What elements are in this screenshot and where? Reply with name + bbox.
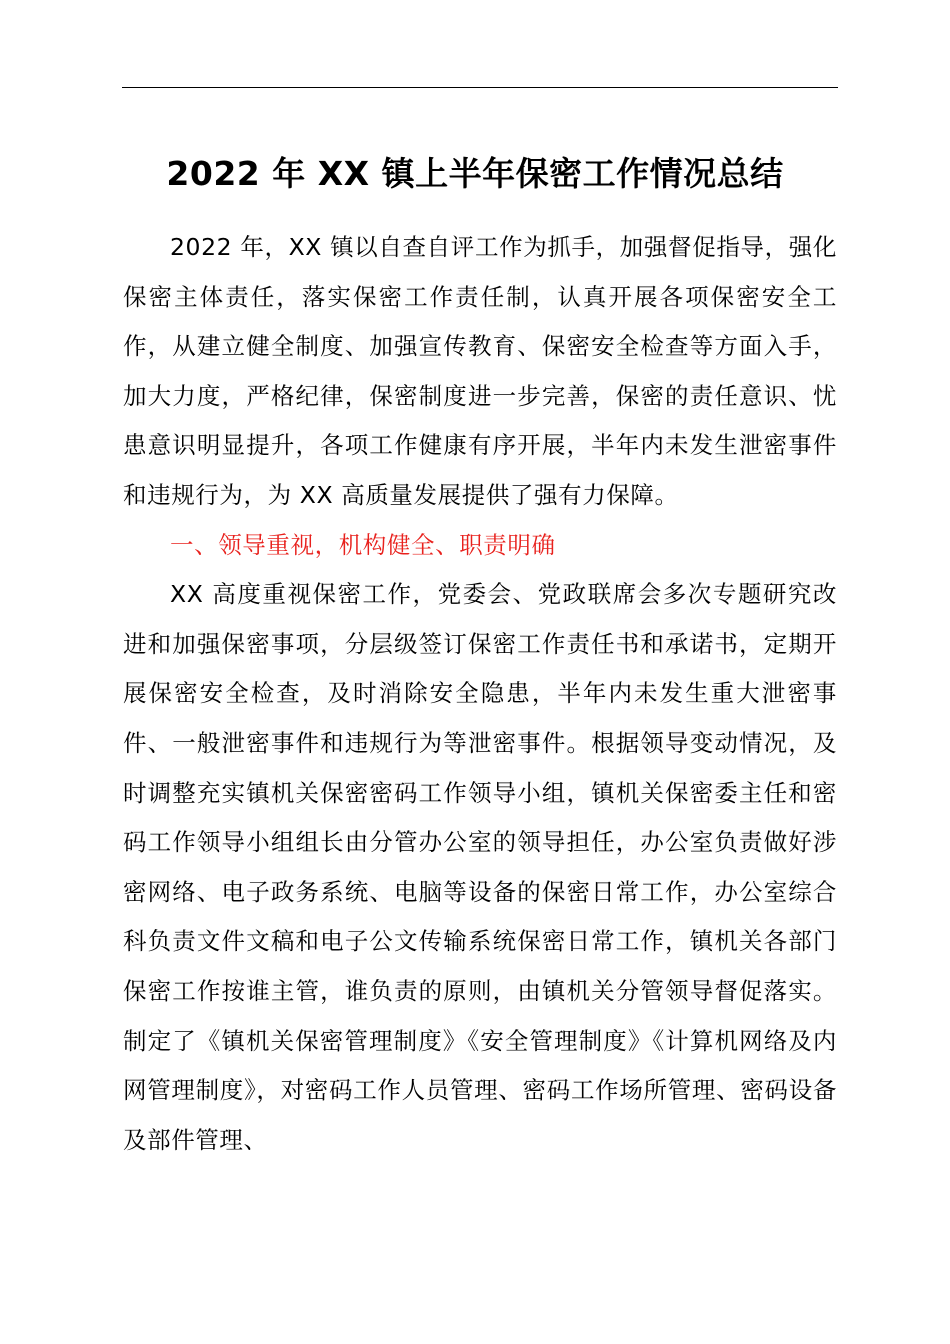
document-body [123, 223, 837, 1165]
section-heading-1: 一、领导重视，机构健全、职责明确 [170, 530, 556, 559]
intro-paragraph: 2022 年，XX 镇以自查自评工作为抓手，加强督促指导，强化保密主体责任，落实保密工作责任制，认真开展各项保密安全工作，从建立健全制度、加强宣传教育、保密安全检查等方面入手，加大力度，严格纪律，保密制度进一步完善，保密的责任意识、忧患意识明显提升，各项工作健康有序开展，半年内未发生泄密事件和违规行为，为 XX 高质量发展提供了强有力保障。 [123, 233, 837, 509]
section-1-paragraph: XX 高度重视保密工作，党委会、党政联席会多次专题研究改进和加强保密事项，分层级签订保密工作责任书和承诺书，定期开展保密安全检查，及时消除安全隐患，半年内未发生重大泄密事件、一般泄密事件和违规行为等泄密事件。根据领导变动情况，及时调整充实镇机关保密密码工作领导小组，镇机关保密委主任和密码工作领导小组组长由分管办公室的领导担任，办公室负责做好涉密网络、电子政务系统、电脑等设备的保密日常工作，办公室综合科负责文件文稿和电子公文传输系统保密日常工作，镇机关各部门保密工作按谁主管，谁负责的原则，由镇机关分管领导督促落实。制定了《镇机关保密管理制度》《安全管理制度》《计算机网络及内网管理制度》，对密码工作人员管理、密码工作场所管理、密码设备及部件管理、 [123, 580, 837, 1154]
document-title: 2022 年 XX 镇上半年保密工作情况总结 [166, 154, 784, 193]
header-rule [122, 87, 838, 88]
